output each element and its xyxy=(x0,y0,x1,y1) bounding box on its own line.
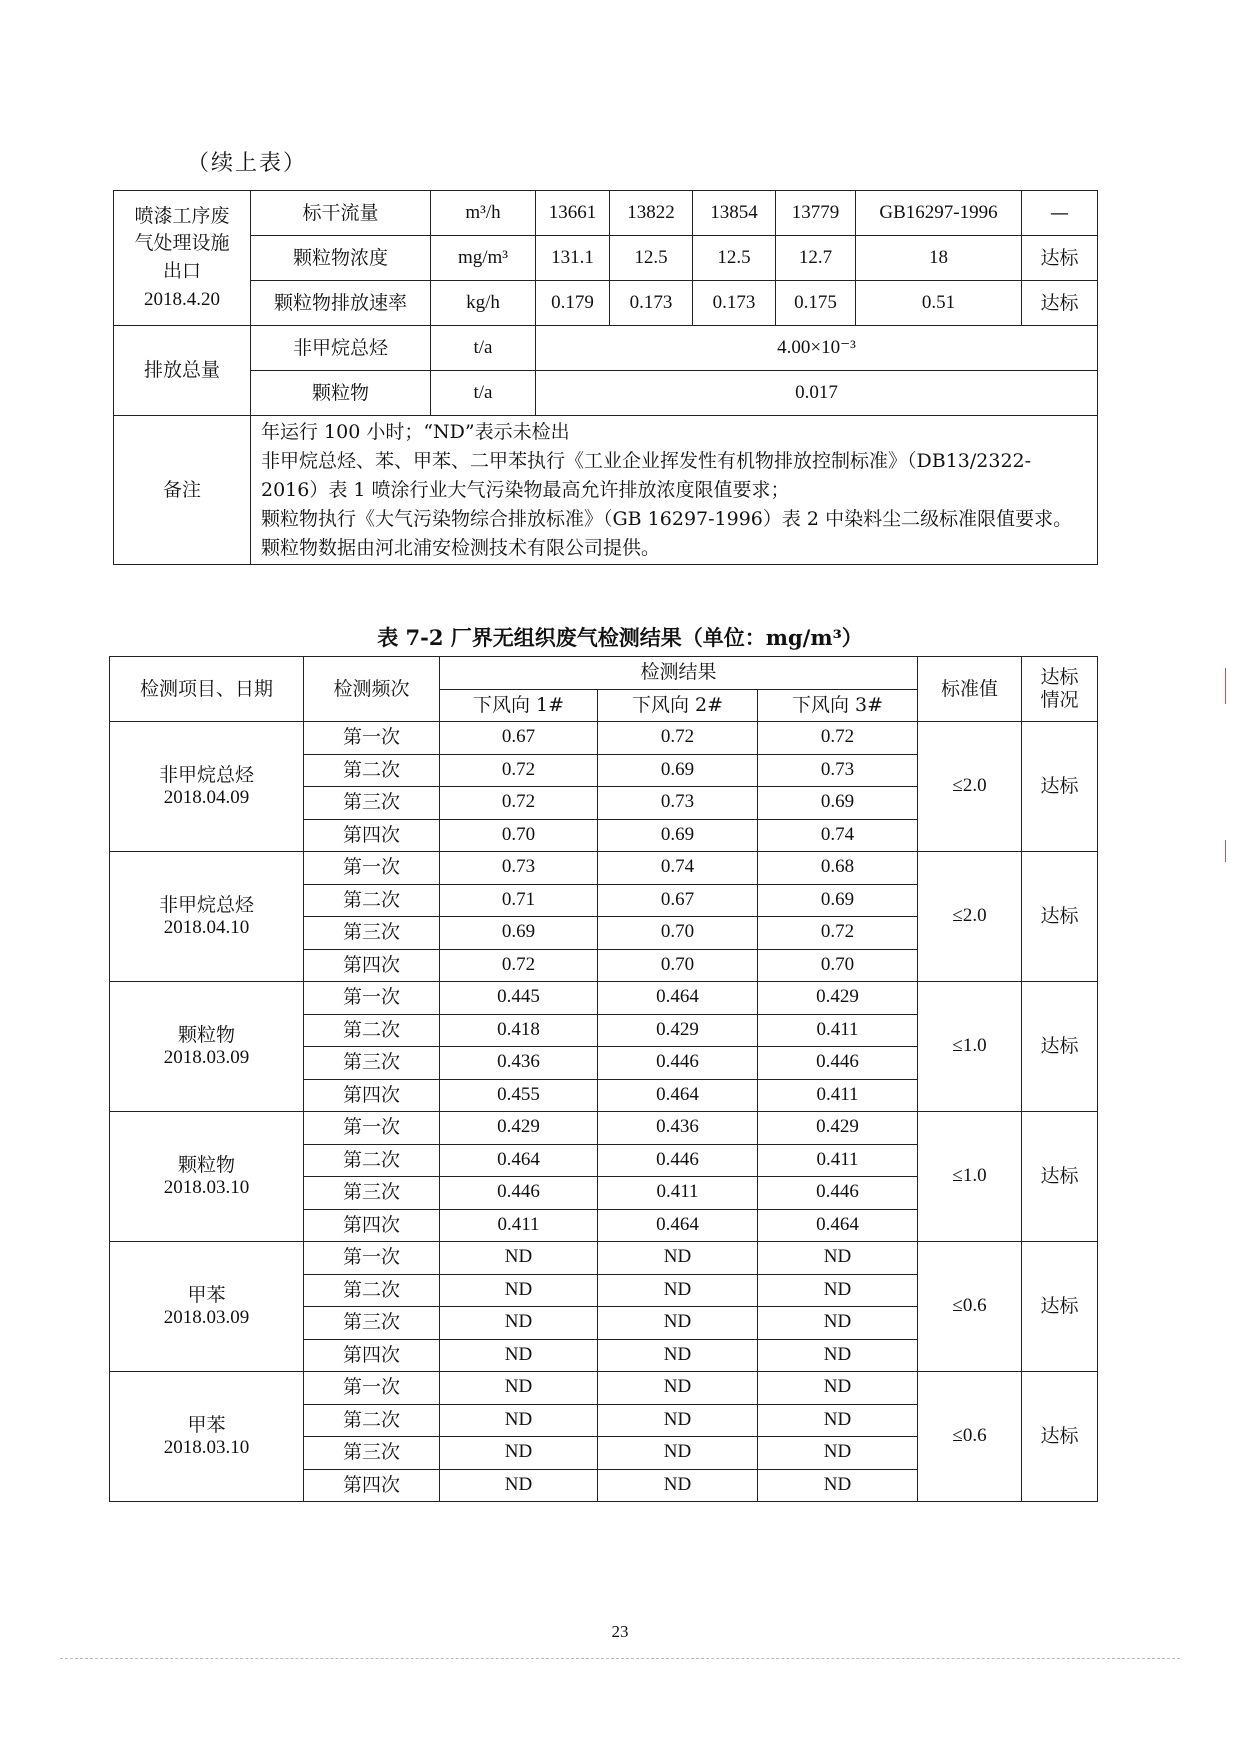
scan-artifact-mark xyxy=(1225,668,1226,704)
result-value-cell: 0.464 xyxy=(440,1144,598,1177)
result-value-cell: ND xyxy=(440,1339,598,1372)
result-value-cell: ND xyxy=(758,1372,918,1405)
frequency-cell: 第三次 xyxy=(304,1307,440,1340)
item-date-cell: 甲苯 2018.03.10 xyxy=(110,1372,304,1502)
frequency-cell: 第四次 xyxy=(304,1469,440,1502)
standard-cell: GB16297-1996 xyxy=(856,191,1022,236)
standard-value-cell: ≤2.0 xyxy=(918,722,1022,852)
value-cell: 12.5 xyxy=(610,236,693,281)
compliance-status-cell: 达标 xyxy=(1022,1372,1098,1502)
item-date-cell: 甲苯 2018.03.09 xyxy=(110,1242,304,1372)
frequency-cell: 第四次 xyxy=(304,1079,440,1112)
result-value-cell: 0.429 xyxy=(598,1014,758,1047)
frequency-cell: 第三次 xyxy=(304,787,440,820)
result-value-cell: 0.73 xyxy=(440,852,598,885)
standard-value-cell: ≤1.0 xyxy=(918,982,1022,1112)
frequency-cell: 第一次 xyxy=(304,1112,440,1145)
value-cell: 0.175 xyxy=(776,281,856,326)
total-value-cell: 4.00×10⁻³ xyxy=(536,326,1098,371)
result-value-cell: 0.69 xyxy=(758,884,918,917)
frequency-cell: 第四次 xyxy=(304,949,440,982)
table-row xyxy=(114,416,1098,565)
result-value-cell: ND xyxy=(598,1274,758,1307)
result-value-cell: 0.446 xyxy=(440,1177,598,1210)
compliance-status-cell: 达标 xyxy=(1022,722,1098,852)
result-cell: 达标 xyxy=(1022,236,1098,281)
frequency-cell: 第二次 xyxy=(304,1014,440,1047)
compliance-status-cell: 达标 xyxy=(1022,852,1098,982)
result-cell: — xyxy=(1022,191,1098,236)
result-value-cell: 0.411 xyxy=(598,1177,758,1210)
table-row xyxy=(114,191,1098,236)
unit-cell: kg/h xyxy=(431,281,536,326)
standard-value-cell: ≤0.6 xyxy=(918,1242,1022,1372)
continued-label: （续上表） xyxy=(187,151,308,176)
result-value-cell: ND xyxy=(598,1469,758,1502)
frequency-cell: 第三次 xyxy=(304,1437,440,1470)
result-value-cell: ND xyxy=(758,1404,918,1437)
table-row xyxy=(114,371,1098,416)
result-value-cell: 0.436 xyxy=(598,1112,758,1145)
param-cell: 非甲烷总烃 xyxy=(251,326,431,371)
remarks-label: 备注 xyxy=(114,416,251,565)
result-value-cell: 0.73 xyxy=(758,754,918,787)
param-cell: 颗粒物浓度 xyxy=(251,236,431,281)
result-cell: 达标 xyxy=(1022,281,1098,326)
frequency-cell: 第二次 xyxy=(304,884,440,917)
result-value-cell: ND xyxy=(598,1242,758,1275)
table-row xyxy=(110,722,1098,755)
remarks-text: 年运行 100 小时；“ND”表示未检出 非甲烷总烃、苯、甲苯、二甲苯执行《工业企业挥发性有机物排放控制标准》（DB13/2322-2016）表 1 喷涂行业大气污染物最高允许排放浓度限值要求； 颗粒物执行《大气污染物综合排放标准》（GB 16297-1996）表 2 中染料尘二级标准限值要求。 颗粒物数据由河北浦安检测技术有限公司提供。 xyxy=(251,416,1098,565)
frequency-cell: 第四次 xyxy=(304,1339,440,1372)
standard-cell: 18 xyxy=(856,236,1022,281)
frequency-cell: 第一次 xyxy=(304,982,440,1015)
result-value-cell: 0.73 xyxy=(598,787,758,820)
result-value-cell: ND xyxy=(758,1469,918,1502)
result-value-cell: 0.72 xyxy=(440,754,598,787)
result-value-cell: 0.429 xyxy=(440,1112,598,1145)
result-value-cell: 0.72 xyxy=(440,787,598,820)
unit-cell: t/a xyxy=(431,371,536,416)
result-value-cell: 0.411 xyxy=(758,1144,918,1177)
result-value-cell: ND xyxy=(758,1274,918,1307)
frequency-cell: 第三次 xyxy=(304,1177,440,1210)
value-cell: 13854 xyxy=(693,191,776,236)
header-frequency: 检测频次 xyxy=(304,657,440,722)
frequency-cell: 第一次 xyxy=(304,722,440,755)
result-value-cell: ND xyxy=(598,1339,758,1372)
total-value-cell: 0.017 xyxy=(536,371,1098,416)
result-value-cell: 0.436 xyxy=(440,1047,598,1080)
table-row xyxy=(110,1242,1098,1275)
result-value-cell: 0.67 xyxy=(598,884,758,917)
result-value-cell: 0.67 xyxy=(440,722,598,755)
result-value-cell: ND xyxy=(758,1437,918,1470)
value-cell: 13822 xyxy=(610,191,693,236)
result-value-cell: 0.71 xyxy=(440,884,598,917)
header-item-date: 检测项目、日期 xyxy=(110,657,304,722)
value-cell: 12.5 xyxy=(693,236,776,281)
table-row xyxy=(110,1372,1098,1405)
result-value-cell: 0.70 xyxy=(598,917,758,950)
frequency-cell: 第二次 xyxy=(304,1274,440,1307)
result-value-cell: ND xyxy=(598,1372,758,1405)
result-value-cell: 0.69 xyxy=(598,819,758,852)
item-date-cell: 非甲烷总烃 2018.04.10 xyxy=(110,852,304,982)
frequency-cell: 第四次 xyxy=(304,819,440,852)
table-row xyxy=(114,326,1098,371)
result-value-cell: 0.69 xyxy=(440,917,598,950)
emission-table-continued xyxy=(113,190,1098,565)
result-value-cell: 0.446 xyxy=(598,1047,758,1080)
result-value-cell: ND xyxy=(598,1437,758,1470)
frequency-cell: 第一次 xyxy=(304,1372,440,1405)
standard-value-cell: ≤0.6 xyxy=(918,1372,1022,1502)
result-value-cell: ND xyxy=(758,1339,918,1372)
header-point-1: 下风向 1# xyxy=(440,689,598,722)
total-emission-label: 排放总量 xyxy=(114,326,251,416)
result-value-cell: 0.445 xyxy=(440,982,598,1015)
header-row xyxy=(110,657,1098,690)
scan-footer-line xyxy=(60,1658,1180,1659)
result-value-cell: 0.68 xyxy=(758,852,918,885)
result-value-cell: 0.464 xyxy=(598,1079,758,1112)
header-results: 检测结果 xyxy=(440,657,918,690)
result-value-cell: 0.72 xyxy=(758,722,918,755)
standard-cell: 0.51 xyxy=(856,281,1022,326)
param-cell: 颗粒物 xyxy=(251,371,431,416)
scan-artifact-mark xyxy=(1225,840,1226,862)
value-cell: 131.1 xyxy=(536,236,610,281)
unit-cell: mg/m³ xyxy=(431,236,536,281)
page-number: 23 xyxy=(611,1622,629,1641)
frequency-cell: 第一次 xyxy=(304,852,440,885)
frequency-cell: 第四次 xyxy=(304,1209,440,1242)
result-value-cell: 0.74 xyxy=(758,819,918,852)
result-value-cell: 0.446 xyxy=(598,1144,758,1177)
result-value-cell: 0.429 xyxy=(758,1112,918,1145)
result-value-cell: 0.69 xyxy=(598,754,758,787)
header-point-3: 下风向 3# xyxy=(758,689,918,722)
result-value-cell: ND xyxy=(440,1242,598,1275)
header-compliance: 达标 情况 xyxy=(1022,657,1098,722)
result-value-cell: 0.411 xyxy=(758,1014,918,1047)
result-value-cell: ND xyxy=(440,1469,598,1502)
result-value-cell: 0.72 xyxy=(758,917,918,950)
result-value-cell: 0.69 xyxy=(758,787,918,820)
result-value-cell: ND xyxy=(758,1242,918,1275)
standard-value-cell: ≤1.0 xyxy=(918,1112,1022,1242)
result-value-cell: 0.446 xyxy=(758,1177,918,1210)
result-value-cell: 0.72 xyxy=(598,722,758,755)
param-cell: 标干流量 xyxy=(251,191,431,236)
result-value-cell: 0.411 xyxy=(758,1079,918,1112)
result-value-cell: 0.70 xyxy=(758,949,918,982)
standard-value-cell: ≤2.0 xyxy=(918,852,1022,982)
result-value-cell: ND xyxy=(440,1307,598,1340)
value-cell: 0.173 xyxy=(693,281,776,326)
header-point-2: 下风向 2# xyxy=(598,689,758,722)
result-value-cell: 0.429 xyxy=(758,982,918,1015)
item-date-cell: 颗粒物 2018.03.09 xyxy=(110,982,304,1112)
frequency-cell: 第二次 xyxy=(304,1404,440,1437)
result-value-cell: 0.411 xyxy=(440,1209,598,1242)
frequency-cell: 第三次 xyxy=(304,1047,440,1080)
unit-cell: t/a xyxy=(431,326,536,371)
result-value-cell: 0.70 xyxy=(598,949,758,982)
result-value-cell: 0.464 xyxy=(598,1209,758,1242)
value-cell: 13779 xyxy=(776,191,856,236)
result-value-cell: 0.418 xyxy=(440,1014,598,1047)
table-row xyxy=(110,852,1098,885)
table-row xyxy=(114,281,1098,326)
value-cell: 0.179 xyxy=(536,281,610,326)
result-value-cell: ND xyxy=(598,1307,758,1340)
item-date-cell: 颗粒物 2018.03.10 xyxy=(110,1112,304,1242)
result-value-cell: 0.464 xyxy=(598,982,758,1015)
fugitive-emission-table xyxy=(109,656,1098,1502)
result-value-cell: ND xyxy=(440,1372,598,1405)
result-value-cell: ND xyxy=(440,1404,598,1437)
compliance-status-cell: 达标 xyxy=(1022,1242,1098,1372)
result-value-cell: 0.446 xyxy=(758,1047,918,1080)
result-value-cell: ND xyxy=(758,1307,918,1340)
result-value-cell: 0.464 xyxy=(758,1209,918,1242)
value-cell: 12.7 xyxy=(776,236,856,281)
unit-cell: m³/h xyxy=(431,191,536,236)
result-value-cell: 0.74 xyxy=(598,852,758,885)
item-date-cell: 非甲烷总烃 2018.04.09 xyxy=(110,722,304,852)
result-value-cell: 0.72 xyxy=(440,949,598,982)
result-value-cell: ND xyxy=(440,1437,598,1470)
frequency-cell: 第三次 xyxy=(304,917,440,950)
header-standard: 标准值 xyxy=(918,657,1022,722)
table-caption: 表 7-2 厂界无组织废气检测结果（单位：mg/m³） xyxy=(377,625,863,650)
table-row xyxy=(110,982,1098,1015)
result-value-cell: ND xyxy=(440,1274,598,1307)
result-value-cell: 0.455 xyxy=(440,1079,598,1112)
value-cell: 13661 xyxy=(536,191,610,236)
frequency-cell: 第二次 xyxy=(304,1144,440,1177)
compliance-status-cell: 达标 xyxy=(1022,1112,1098,1242)
result-value-cell: 0.70 xyxy=(440,819,598,852)
result-value-cell: ND xyxy=(598,1404,758,1437)
table-row xyxy=(114,236,1098,281)
frequency-cell: 第二次 xyxy=(304,754,440,787)
value-cell: 0.173 xyxy=(610,281,693,326)
table-row xyxy=(110,1112,1098,1145)
outlet-group-label: 喷漆工序废 气处理设施 出口 2018.4.20 xyxy=(114,191,251,326)
compliance-status-cell: 达标 xyxy=(1022,982,1098,1112)
param-cell: 颗粒物排放速率 xyxy=(251,281,431,326)
frequency-cell: 第一次 xyxy=(304,1242,440,1275)
